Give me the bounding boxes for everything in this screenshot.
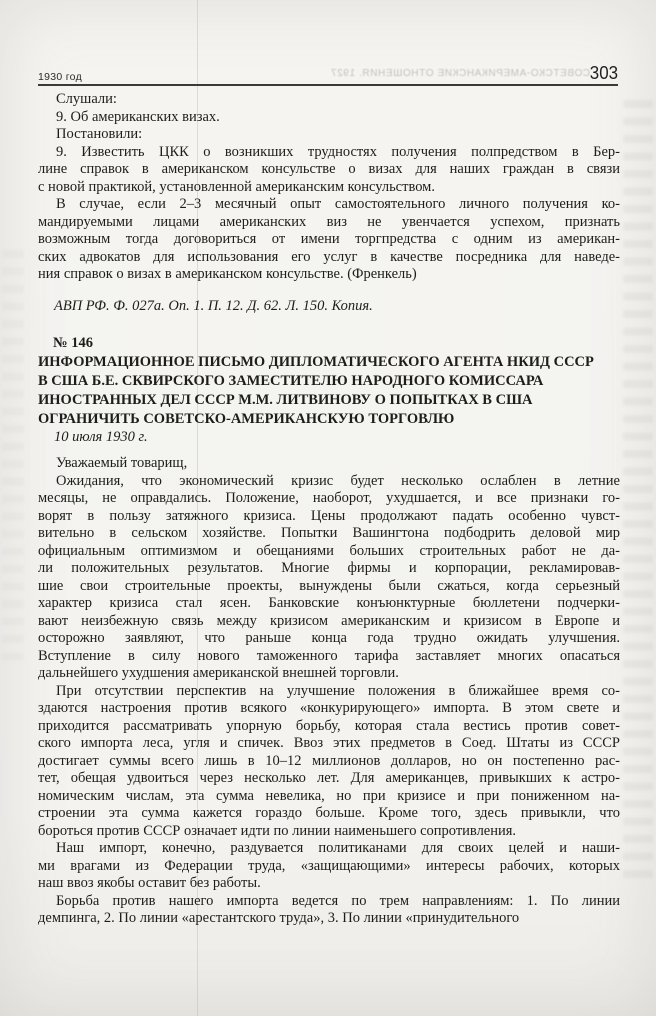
header-rule (38, 84, 618, 86)
letter-paragraph-4 (38, 893, 620, 928)
text-line: ОГРАНИЧИТЬ СОВЕТСКО-АМЕРИКАНСКУЮ ТОРГОВЛЮ (38, 410, 455, 427)
text-line: приходится рассматривать упорную борьбу, которая стала вестись против совет- (38, 717, 620, 734)
text-line: месяцы, не оправдались. Положение, наоборот, ухудшается, и все признаки го- (38, 490, 620, 506)
text-line: ния справок о визах в американском консульстве. (Френкель) (38, 266, 417, 282)
text-line: Постановили: (56, 126, 143, 142)
document-title (38, 353, 620, 429)
text-line: ворят в пользу затяжного кризиса. Цены продолжают падать особенно чувст- (38, 507, 620, 524)
protocol-decision-1 (38, 144, 620, 197)
text-line: Наш импорт, конечно, раздувается политиканами для своих целей и наши- (56, 840, 620, 856)
text-line: ских адвокатов для использования его услуг в качестве посредника для наведе- (38, 248, 620, 265)
text-line: тет, обещая удвоиться через несколько лет. Для американцев, привыкших к астро- (38, 770, 620, 786)
text-line: дальнейшего ухудшения американской внешней торговли. (38, 665, 399, 681)
text-line: осторожно заявляют, что раньше конца года трудно ожидать улучшения. (38, 630, 620, 646)
text-line: АВП РФ. Ф. 027а. Оп. 1. П. 12. Д. 62. Л. 150. Копия. (54, 297, 373, 314)
document-date (38, 429, 620, 447)
text-line: Ожидания, что экономический кризис будет несколько ослаблен в летние (56, 472, 620, 489)
text-line: возможным тогда договориться от имени торгпредства с одним из американ- (38, 231, 620, 247)
text-line: В случае, если 2–3 месячный опыт самостоятельного личного получения ко- (56, 196, 620, 212)
text-line: Слушали: (56, 91, 117, 107)
protocol-heard (38, 91, 620, 109)
text-line: 9. Об американских визах. (56, 108, 220, 125)
text-line: ми врагами из Федерации труда, «защищающими» интересы рабочих, которых (38, 857, 620, 874)
text-line: 9. Известить ЦКК о возникших трудностях получения полпредством в Бер- (56, 143, 620, 160)
text-line: наш ввоз якобы оставит без работы. (38, 875, 261, 891)
text-line: 10 июля 1930 г. (54, 428, 148, 445)
text-line: достигает суммы всего лишь в 10–12 миллионов долларов, но он постепенно рас- (38, 752, 620, 769)
text-line: бороться против СССР означает идти по линии наименьшего сопротивления. (38, 822, 517, 839)
text-line: с новой практикой, установленной американским консульством. (38, 178, 435, 195)
document-number (38, 335, 620, 353)
text-line: № 146 (53, 335, 93, 351)
text-line: ли положительных результатов. Многие фирмы и корпорации, рекламировав- (38, 560, 620, 576)
text-line: строении эта сумма кажется гораздо больше. Кроме того, здесь привыкли, что (38, 805, 620, 821)
text-line: здаются настроения против всякого «конкурирующего» импорта. В этом свете и (38, 700, 620, 716)
text-line: ского импорта леса, угля и спичек. Ввоз этих предметов в Соед. Штаты из СССР (38, 735, 620, 751)
page-number: 303 (589, 63, 618, 83)
text-line: вительно в сельском хозяйстве. Попытки Вашингтона подбодрить деловой мир (38, 525, 620, 541)
text-line: Борьба против нашего импорта ведется по трем направлениям: 1. По линии (56, 892, 620, 909)
bleedthrough-left-margin (2, 250, 24, 670)
running-head-year: 1930 год (38, 71, 83, 83)
text-line: мандируемыми лицами американских виз не увенчается успехом, признать (38, 213, 620, 230)
bleedthrough-header-text: СОВЕТСКО-АМЕРИКАНСКИЕ ОТНОШЕНИЯ. 1927 (330, 68, 590, 79)
archive-reference (38, 298, 620, 316)
text-line: характер кризиса стал ясен. Банковские конъюнктурные бюллетени подчерки- (38, 595, 620, 611)
text-line: лине справок в американском консульстве о визах для наших граждан в связи (38, 161, 620, 177)
text-line: демпинга, 2. По линии «арестантского труда», 3. По линии «принудительного (38, 910, 520, 926)
text-line: ИНОСТРАННЫХ ДЕЛ СССР М.М. ЛИТВИНОВУ О ПОПЫТКАХ В США (38, 391, 533, 408)
running-head (38, 62, 618, 84)
protocol-item (38, 109, 620, 127)
letter-paragraph-1 (38, 473, 620, 683)
letter-paragraph-3 (38, 840, 620, 893)
text-line: номическим числам, эта сумма невелика, но при кризисе и при пониженном на- (38, 787, 620, 804)
protocol-decision-2 (38, 196, 620, 284)
letter-paragraph-2 (38, 683, 620, 841)
text-line: вают неизбежную связь между кризисом американским и кризисом в Европе и (38, 612, 620, 629)
text-line: официальным оптимизмом и обещаниями больших строительных работ не да- (38, 542, 620, 559)
bleedthrough-right-margin (623, 100, 653, 880)
salutation (38, 455, 620, 473)
text-line: Уважаемый товарищ, (56, 455, 188, 471)
protocol-resolved (38, 126, 620, 144)
text-line: шие свои строительные проекты, вынуждены были сжаться, когда серьезный (38, 577, 620, 594)
text-line: Вступление в силу нового таможенного тарифа заставляет многих опасаться (38, 647, 620, 664)
text-line: При отсутствии перспектив на улучшение положения в ближайшее время со- (56, 682, 620, 699)
document-body (38, 91, 620, 928)
text-line: В США Б.Е. СКВИРСКОГО ЗАМЕСТИТЕЛЮ НАРОДНОГО КОМИССАРА (38, 372, 544, 389)
text-line: ИНФОРМАЦИОННОЕ ПИСЬМО ДИПЛОМАТИЧЕСКОГО АГЕНТА НКИД СССР (38, 353, 594, 370)
